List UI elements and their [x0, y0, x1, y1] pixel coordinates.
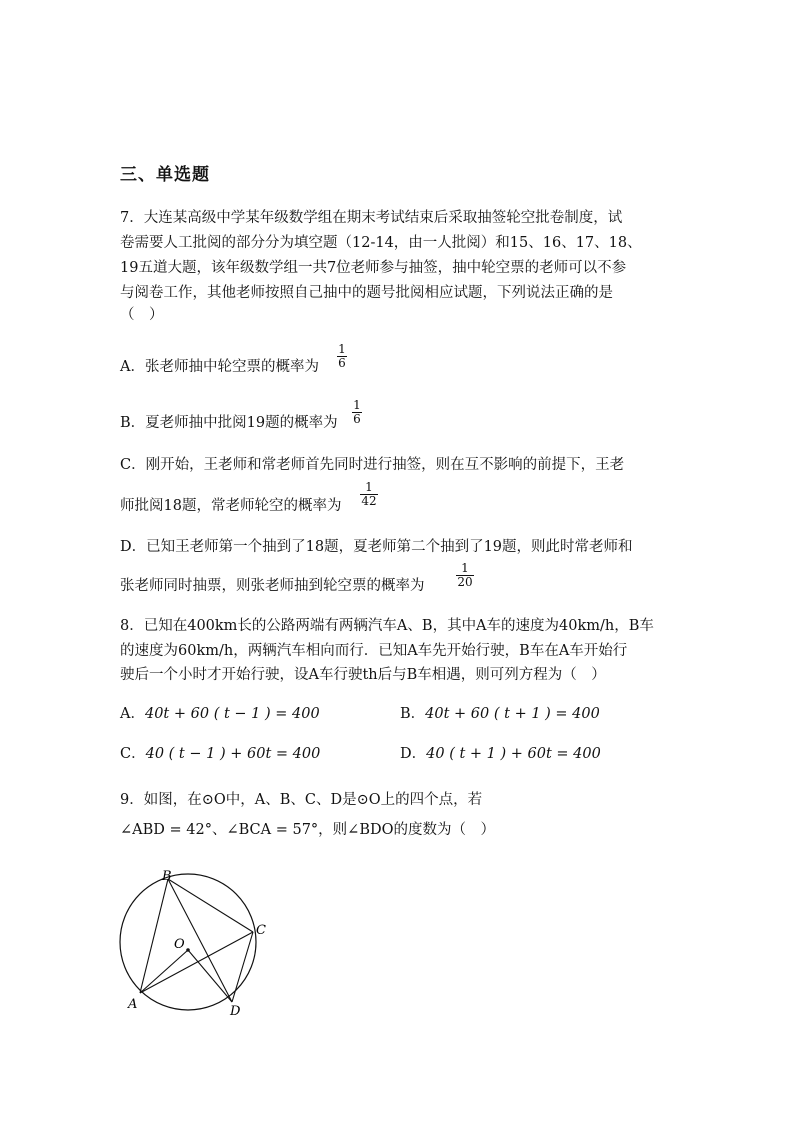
q7-line-5: （ ）	[120, 307, 164, 323]
segment-od	[188, 950, 232, 1002]
fraction-denominator: 20	[457, 575, 473, 589]
q8-option-b	[400, 704, 600, 724]
fraction-denominator: 42	[361, 494, 377, 508]
q8-option-a	[120, 704, 320, 724]
fraction-denominator: 6	[338, 356, 346, 370]
q7-option-a: A．张老师抽中轮空票的概率为	[120, 359, 319, 375]
fraction-numerator: 1	[365, 480, 373, 494]
fraction-denominator: 6	[353, 412, 361, 426]
option-label: B．	[400, 706, 426, 722]
option-label: C．	[120, 746, 146, 762]
segment-ab	[140, 879, 168, 993]
q8-line-3: 驶后一个小时才开始行驶，设A车行驶th后与B车相遇，则可列方程为（ ）	[120, 667, 606, 683]
center-point-o	[186, 948, 190, 952]
q7-line-1: 7．大连某高级中学某年级数学组在期末考试结束后采取抽签轮空批卷制度，试	[120, 210, 623, 226]
option-label: D．	[400, 746, 427, 762]
q8-line-2: 的速度为60km/h，两辆汽车相向而行．已知A车先开始行驶，B车在A车开始行	[120, 643, 628, 659]
fraction-numerator: 1	[338, 342, 346, 356]
fraction-numerator: 1	[461, 561, 469, 575]
q7-option-c-line-1: C．刚开始，王老师和常老师首先同时进行抽签，则在互不影响的前提下，王老	[120, 457, 625, 473]
label-o: O	[174, 937, 185, 952]
option-label: A．	[120, 706, 145, 722]
segment-ac	[140, 932, 253, 993]
q7-line-4: 与阅卷工作，其他老师按照自己抽中的题号批阅相应试题，下列说法正确的是	[120, 285, 613, 301]
q7-option-c-fraction	[360, 481, 378, 508]
q8-option-d	[400, 744, 601, 764]
q9-line-1: 9．如图，在⊙O中，A、B、C、D是⊙O上的四个点，若	[120, 792, 483, 808]
label-d: D	[230, 1004, 241, 1019]
q7-line-2: 卷需要人工批阅的部分分为填空题（12-14，由一人批阅）和15、16、17、18、	[120, 235, 642, 251]
q7-option-d-line-2: 张老师同时抽票，则张老师抽到轮空票的概率为	[120, 578, 425, 594]
label-a: A	[128, 997, 138, 1012]
fraction-numerator: 1	[353, 398, 361, 412]
q9-line-2: ∠ABD = 42°、∠BCA = 57°，则∠BDO的度数为（ ）	[120, 822, 495, 838]
circle-diagram	[110, 862, 280, 1022]
q7-line-3: 19五道大题，该年级数学组一共7位老师参与抽签，抽中轮空票的老师可以不参	[120, 260, 627, 276]
segment-bc	[168, 879, 253, 932]
option-expression: 40t + 60 ( t + 1 ) = 400	[425, 706, 600, 722]
q8-option-c	[120, 744, 320, 764]
option-expression: 40t + 60 ( t − 1 ) = 400	[144, 706, 320, 722]
q7-option-b-fraction	[352, 399, 362, 426]
label-b: B	[162, 869, 172, 884]
q7-option-d-fraction	[456, 562, 474, 589]
segment-cd	[232, 932, 253, 1002]
q8-line-1: 8．已知在400km长的公路两端有两辆汽车A、B，其中A车的速度为40km/h，B车	[120, 618, 654, 634]
section-title: 三、单选题	[120, 165, 210, 185]
label-c: C	[256, 923, 266, 938]
option-expression: 40 ( t − 1 ) + 60t = 400	[145, 746, 321, 762]
q7-option-c-line-2: 师批阅18题，常老师轮空的概率为	[120, 498, 342, 514]
option-expression: 40 ( t + 1 ) + 60t = 400	[426, 746, 601, 762]
q7-option-b: B．夏老师抽中批阅19题的概率为	[120, 415, 338, 431]
q7-option-a-fraction	[337, 343, 347, 370]
q7-option-d-line-1: D．已知王老师第一个抽到了18题，夏老师第二个抽到了19题，则此时常老师和	[120, 539, 633, 555]
